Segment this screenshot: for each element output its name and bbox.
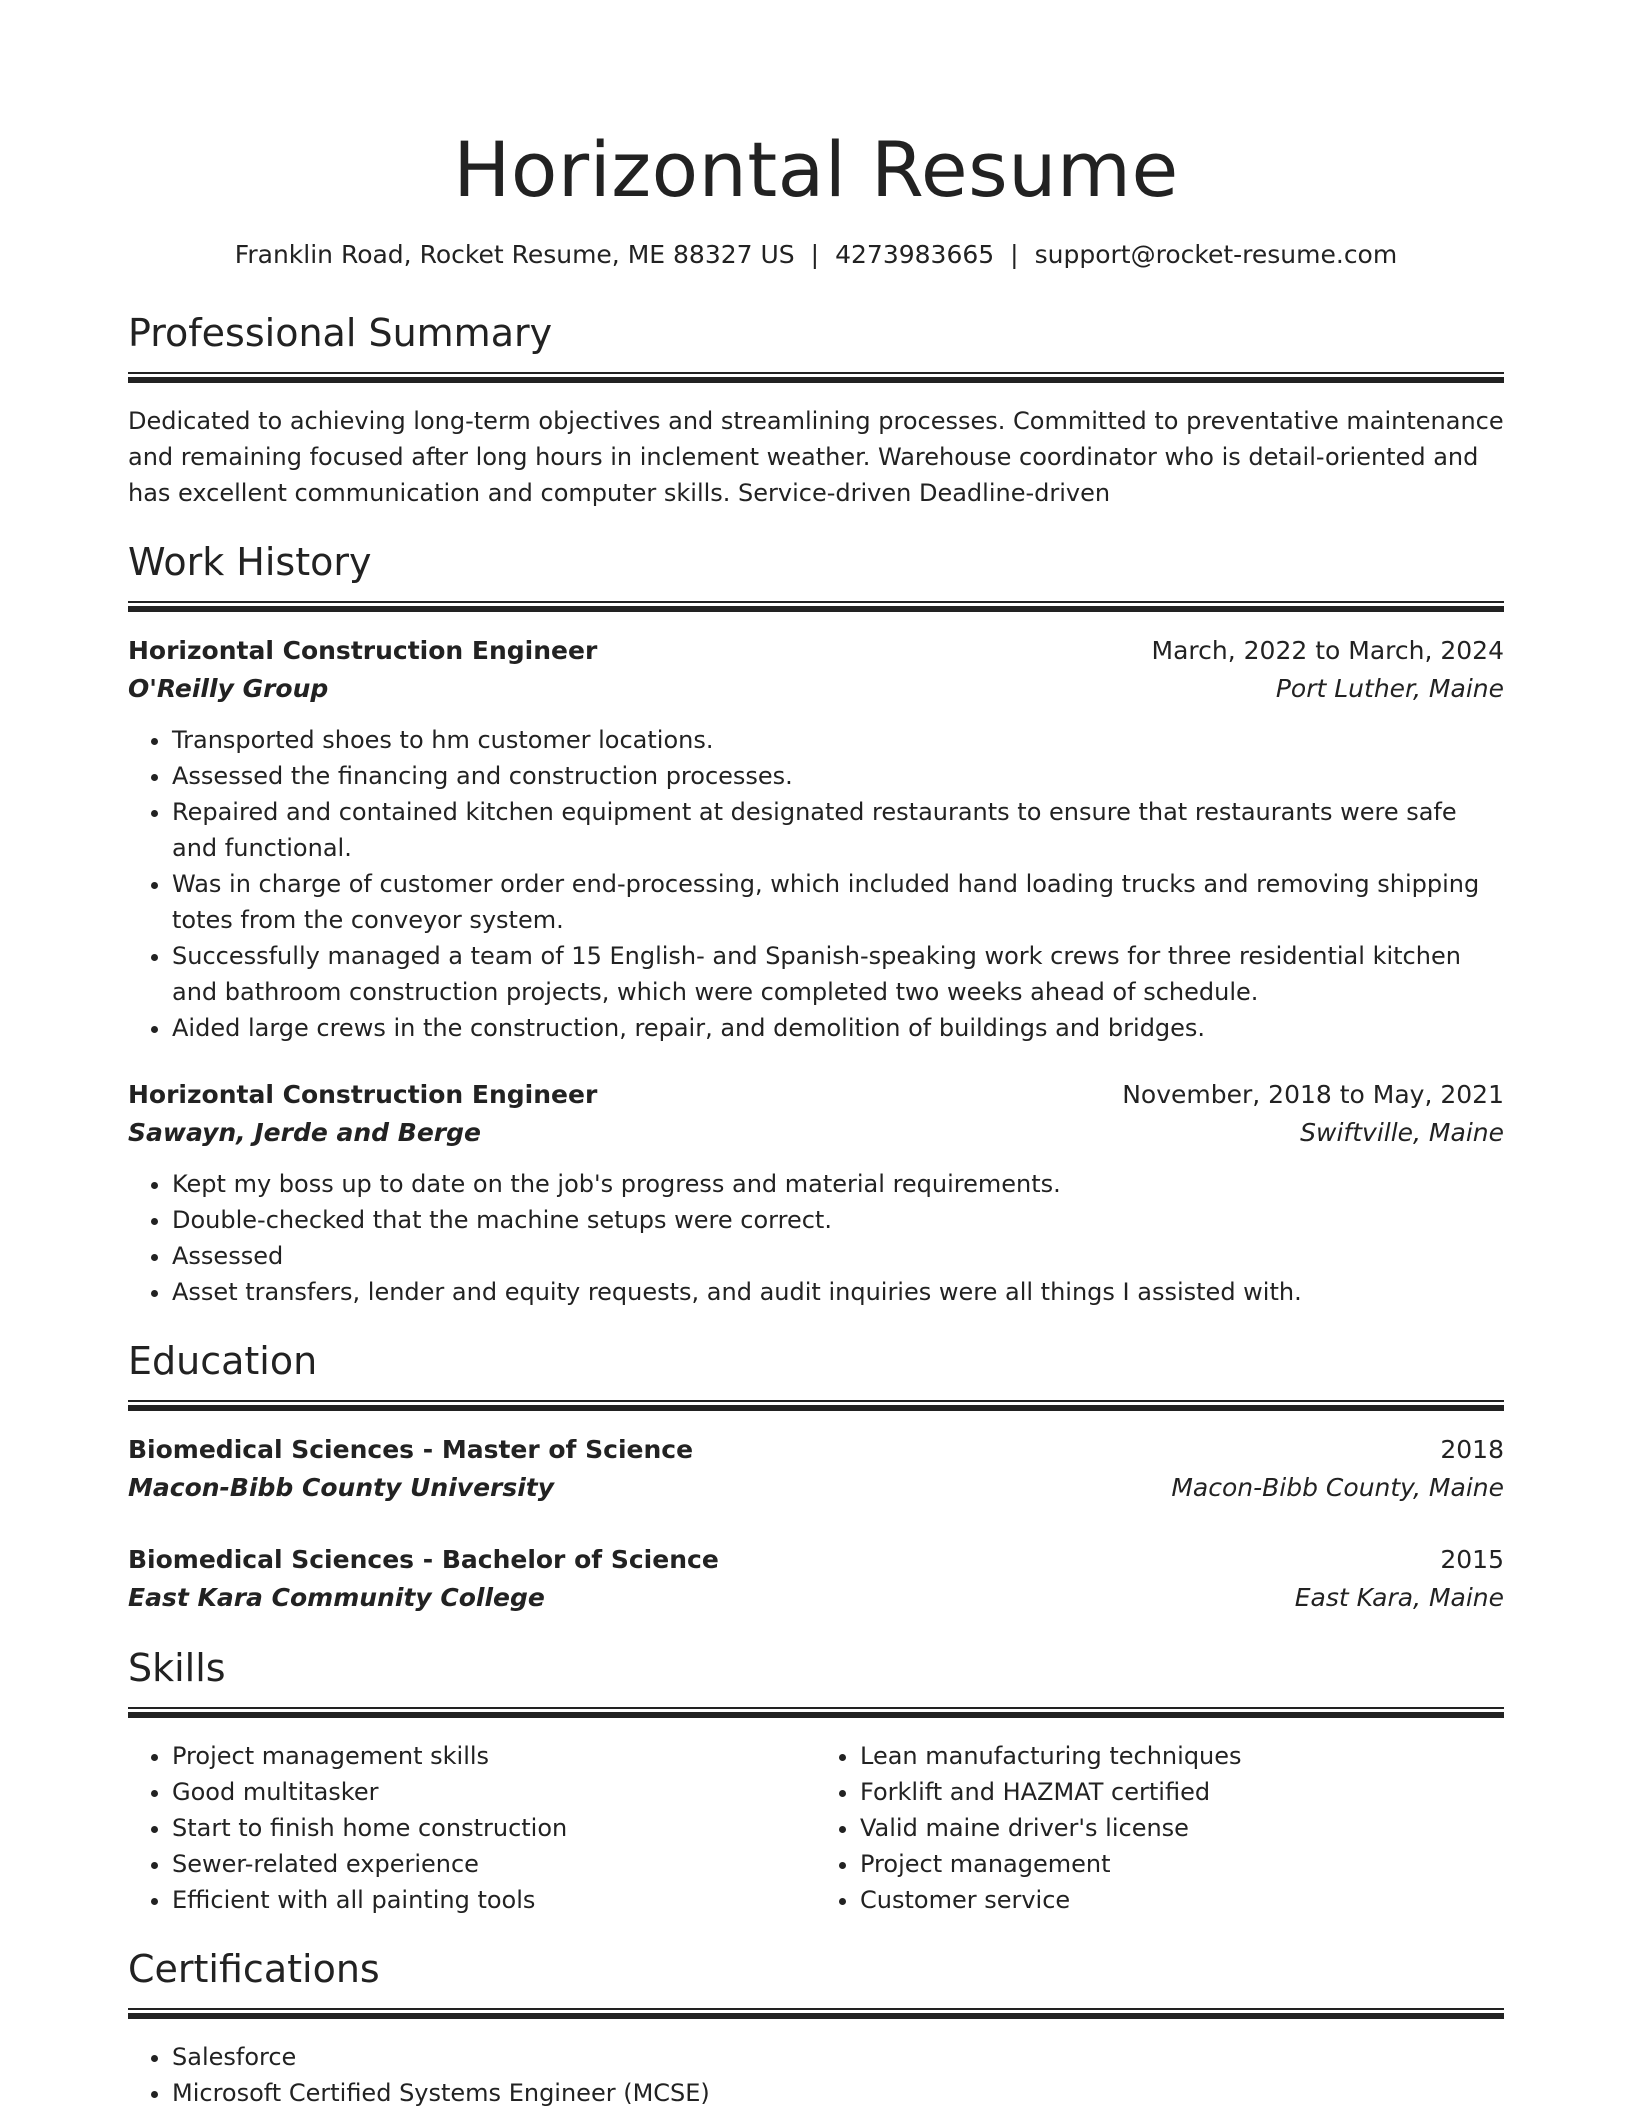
education-school-row <box>128 1469 1504 1507</box>
job-entry <box>128 632 1504 1046</box>
certification-item: • Salesforce <box>172 2039 1504 2075</box>
skills-list-left <box>128 1738 816 1918</box>
job-bullets <box>128 1166 1504 1310</box>
job-bullet: • Was in charge of customer order end-processing, which included hand loading trucks and removing shipping totes from the conveyor system. <box>172 866 1504 938</box>
job-company-row <box>128 1114 1504 1152</box>
job-dates: November, 2018 to May, 2021 <box>1122 1080 1504 1109</box>
contact-separator: | <box>810 240 820 269</box>
education-location: East Kara, Maine <box>1294 1583 1504 1612</box>
job-bullets <box>128 722 1504 1046</box>
job-bullet: • Assessed <box>172 1238 1504 1274</box>
education-year: 2018 <box>1440 1435 1504 1464</box>
section-title-certifications: Certifications <box>128 1947 380 1991</box>
job-bullet: • Assessed the financing and construction processes. <box>172 758 1504 794</box>
section-title-skills: Skills <box>128 1646 226 1690</box>
summary-section <box>128 308 1504 511</box>
job-location: Swiftville, Maine <box>1300 1118 1504 1147</box>
section-title-work-history: Work History <box>128 540 372 584</box>
section-divider <box>128 1400 1504 1411</box>
job-header-row <box>128 1076 1504 1114</box>
contact-phone: 4273983665 <box>835 240 995 269</box>
skill-item: • Project management skills <box>172 1738 816 1774</box>
skills-list-right <box>816 1738 1504 1918</box>
certifications-section <box>128 1944 1504 2111</box>
certifications-list <box>128 2039 1504 2111</box>
skills-grid <box>128 1738 1504 1918</box>
job-bullet: • Double-checked that the machine setups were correct. <box>172 1202 1504 1238</box>
skill-item: • Start to finish home construction <box>172 1810 816 1846</box>
job-title: Horizontal Construction Engineer <box>128 636 598 665</box>
education-header-row <box>128 1431 1504 1469</box>
work-history-section <box>128 537 1504 1310</box>
skill-item: • Efficient with all painting tools <box>172 1882 816 1918</box>
skill-item: • Forklift and HAZMAT certified <box>860 1774 1504 1810</box>
contact-email: support@rocket-resume.com <box>1034 240 1398 269</box>
education-degree: Biomedical Sciences - Master of Science <box>128 1435 694 1464</box>
section-divider <box>128 2008 1504 2019</box>
skill-item: • Customer service <box>860 1882 1504 1918</box>
section-divider <box>128 372 1504 383</box>
education-year: 2015 <box>1440 1545 1504 1574</box>
summary-text: Dedicated to achieving long-term objectives and streamlining processes. Committed to preventative maintenance and remaining focused after long hours in inclement weather. Warehouse coordinator who is detail-oriented and has excellent communication and computer skills. Service-driven Deadline-driven <box>128 407 1504 507</box>
section-divider <box>128 1707 1504 1718</box>
section-title-summary: Professional Summary <box>128 311 553 355</box>
education-section <box>128 1336 1504 1617</box>
education-entry <box>128 1541 1504 1617</box>
job-title: Horizontal Construction Engineer <box>128 1080 598 1109</box>
job-header-row <box>128 632 1504 670</box>
job-dates: March, 2022 to March, 2024 <box>1151 636 1504 665</box>
contact-separator: | <box>1010 240 1019 269</box>
skill-item: • Sewer-related experience <box>172 1846 816 1882</box>
contact-line <box>128 238 1504 272</box>
section-divider <box>128 601 1504 612</box>
education-school: Macon-Bibb County University <box>128 1473 555 1502</box>
certification-item: • Microsoft Certified Systems Engineer (MCSE) <box>172 2075 1504 2111</box>
skill-item: • Project management <box>860 1846 1504 1882</box>
skill-item: • Good multitasker <box>172 1774 816 1810</box>
job-bullet: • Aided large crews in the construction, repair, and demolition of buildings and bridges. <box>172 1010 1504 1046</box>
job-company-row <box>128 670 1504 708</box>
section-title-education: Education <box>128 1339 318 1383</box>
job-entry <box>128 1076 1504 1310</box>
contact-address: Franklin Road, Rocket Resume, ME 88327 US <box>234 240 795 269</box>
job-bullet: • Kept my boss up to date on the job's progress and material requirements. <box>172 1166 1504 1202</box>
education-location: Macon-Bibb County, Maine <box>1171 1473 1504 1502</box>
job-company: O'Reilly Group <box>128 674 329 703</box>
education-degree: Biomedical Sciences - Bachelor of Science <box>128 1545 719 1574</box>
resume-name: Horizontal Resume <box>453 125 1179 214</box>
education-school-row <box>128 1579 1504 1617</box>
job-location: Port Luther, Maine <box>1275 674 1504 703</box>
job-bullet: • Repaired and contained kitchen equipment at designated restaurants to ensure that restaurants were safe and functional. <box>172 794 1504 866</box>
education-entry <box>128 1431 1504 1507</box>
skills-section <box>128 1643 1504 1918</box>
skill-item: • Lean manufacturing techniques <box>860 1738 1504 1774</box>
education-school: East Kara Community College <box>128 1583 545 1612</box>
job-bullet: • Successfully managed a team of 15 English- and Spanish-speaking work crews for three residential kitchen and bathroom construction projects, which were completed two weeks ahead of schedule. <box>172 938 1504 1010</box>
education-header-row <box>128 1541 1504 1579</box>
job-bullet: • Transported shoes to hm customer locations. <box>172 722 1504 758</box>
job-company: Sawayn, Jerde and Berge <box>128 1118 481 1147</box>
skill-item: • Valid maine driver's license <box>860 1810 1504 1846</box>
job-bullet: • Asset transfers, lender and equity requests, and audit inquiries were all things I assisted with. <box>172 1274 1504 1310</box>
